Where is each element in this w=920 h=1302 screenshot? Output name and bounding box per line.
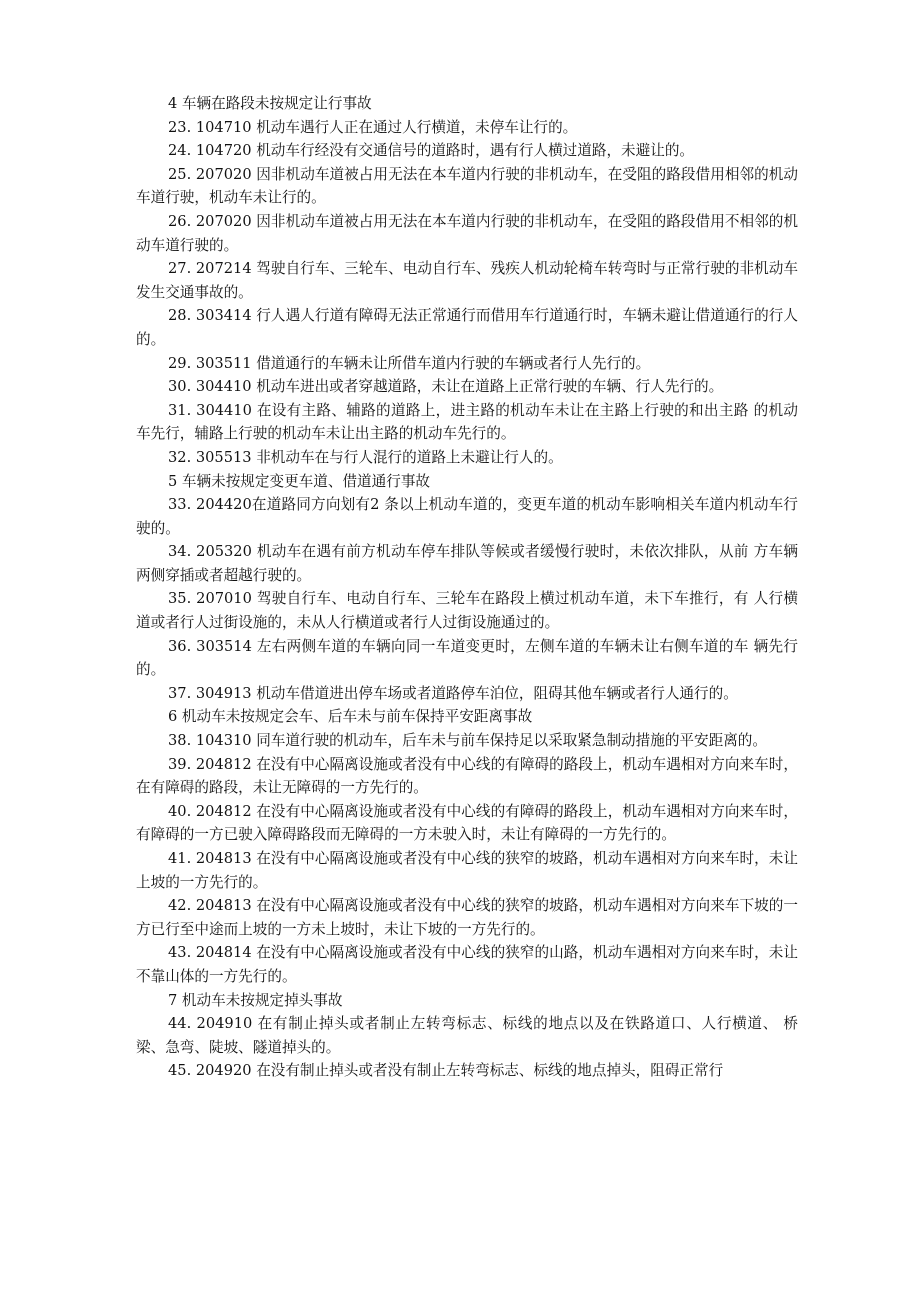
rule-item: 31. 304410 在设有主路、辅路的道路上，进主路的机动车未让在主路上行驶的和出主路 的机动车先行，辅路上行驶的机动车未让出主路的机动车先行的。 [136,401,798,443]
rule-item: 34. 205320 机动车在遇有前方机动车停车排队等候或者缓慢行驶时，未依次排队，从前 方车辆两侧穿插或者超越行驶的。 [136,543,798,584]
rule-item: 45. 204920 在没有制止掉头或者没有制止左转弯标志、标线的地点掉头，阻碍正常行 [168,1062,724,1080]
rule-item: 44. 204910 在有制止掉头或者制止左转弯标志、标线的地点以及在铁路道口、人行横道、 桥梁、急弯、陡坡、隧道掉头的。 [136,1015,798,1056]
rule-item: 28. 303414 行人遇人行道有障碍无法正常通行而借用车行道通行时，车辆未避让借道通行的行人的。 [136,307,798,348]
section-heading: 5 车辆未按规定变更车道、借道通行事故 [168,472,431,490]
rule-item: 24. 104720 机动车行经没有交通信号的道路时，遇有行人横过道路，未避让的。 [168,142,695,160]
rule-item: 43. 204814 在没有中心隔离设施或者没有中心线的狭窄的山路，机动车遇相对方向来车时，未让不靠山体的一方先行的。 [136,944,798,985]
rule-item: 27. 207214 驾驶自行车、三轮车、电动自行车、残疾人机动轮椅车转弯时与正常行驶的非机动车发生交通事故的。 [136,260,798,301]
rule-item: 42. 204813 在没有中心隔离设施或者没有中心线的狭窄的坡路，机动车遇相对方向来车下坡的一方已行至中途而上坡的一方未上坡时，未让下坡的一方先行的。 [136,897,798,938]
rule-item: 40. 204812 在没有中心隔离设施或者没有中心线的有障碍的路段上，机动车遇相对方向来车时，有障碍的一方已驶入障碍路段而无障碍的一方未驶入时，未让有障碍的一方先行的。 [136,802,798,844]
rule-item: 39. 204812 在没有中心隔离设施或者没有中心线的有障碍的路段上，机动车遇相对方向来车时，在有障碍的路段，未让无障碍的一方先行的。 [136,755,798,797]
section-heading: 4 车辆在路段未按规定让行事故 [168,95,372,112]
rule-item: 35. 207010 驾驶自行车、电动自行车、三轮车在路段上横过机动车道，未下车推行，有 人行横道或者行人过街设施的，未从人行横道或者行人过街设施通过的。 [136,590,798,632]
rule-item: 41. 204813 在没有中心隔离设施或者没有中心线的狭窄的坡路，机动车遇相对方向来车时，未让上坡的一方先行的。 [136,850,798,891]
section-heading: 7 机动车未按规定掉头事故 [168,991,343,1009]
rule-item: 29. 303511 借道通行的车辆未让所借车道内行驶的车辆或者行人先行的。 [168,354,651,372]
rule-item: 26. 207020 因非机动车道被占用无法在本车道内行驶的非机动车，在受阻的路段借用不相邻的机动车道行驶的。 [136,212,798,254]
section-heading: 6 机动车未按规定会车、后车未与前车保持平安距离事故 [168,708,533,726]
rule-item: 32. 305513 非机动车在与行人混行的道路上未避让行人的。 [168,448,563,466]
rule-item: 36. 303514 左右两侧车道的车辆向同一车道变更时，左侧车道的车辆未让右侧车道的车 辆先行的。 [136,637,798,679]
rule-item: 38. 104310 同车道行驶的机动车，后车未与前车保持足以采取紧急制动措施的平安距离的。 [168,732,767,750]
rule-item: 30. 304410 机动车进出或者穿越道路，未让在道路上正常行驶的车辆、行人先行的。 [168,378,724,396]
rule-item: 23. 104710 机动车遇行人正在通过人行横道，未停车让行的。 [168,118,578,136]
rule-item: 37. 304913 机动车借道进出停车场或者道路停车泊位，阻碍其他车辆或者行人通行的。 [168,684,738,702]
document-body [136,92,798,1083]
rule-item: 33. 204420在道路同方向划有2 条以上机动车道的，变更车道的机动车影响相关车道内机动车行驶的。 [136,496,798,537]
rule-item: 25. 207020 因非机动车道被占用无法在本车道内行驶的非机动车，在受阻的路段借用相邻的机动车道行驶，机动车未让行的。 [136,165,798,207]
